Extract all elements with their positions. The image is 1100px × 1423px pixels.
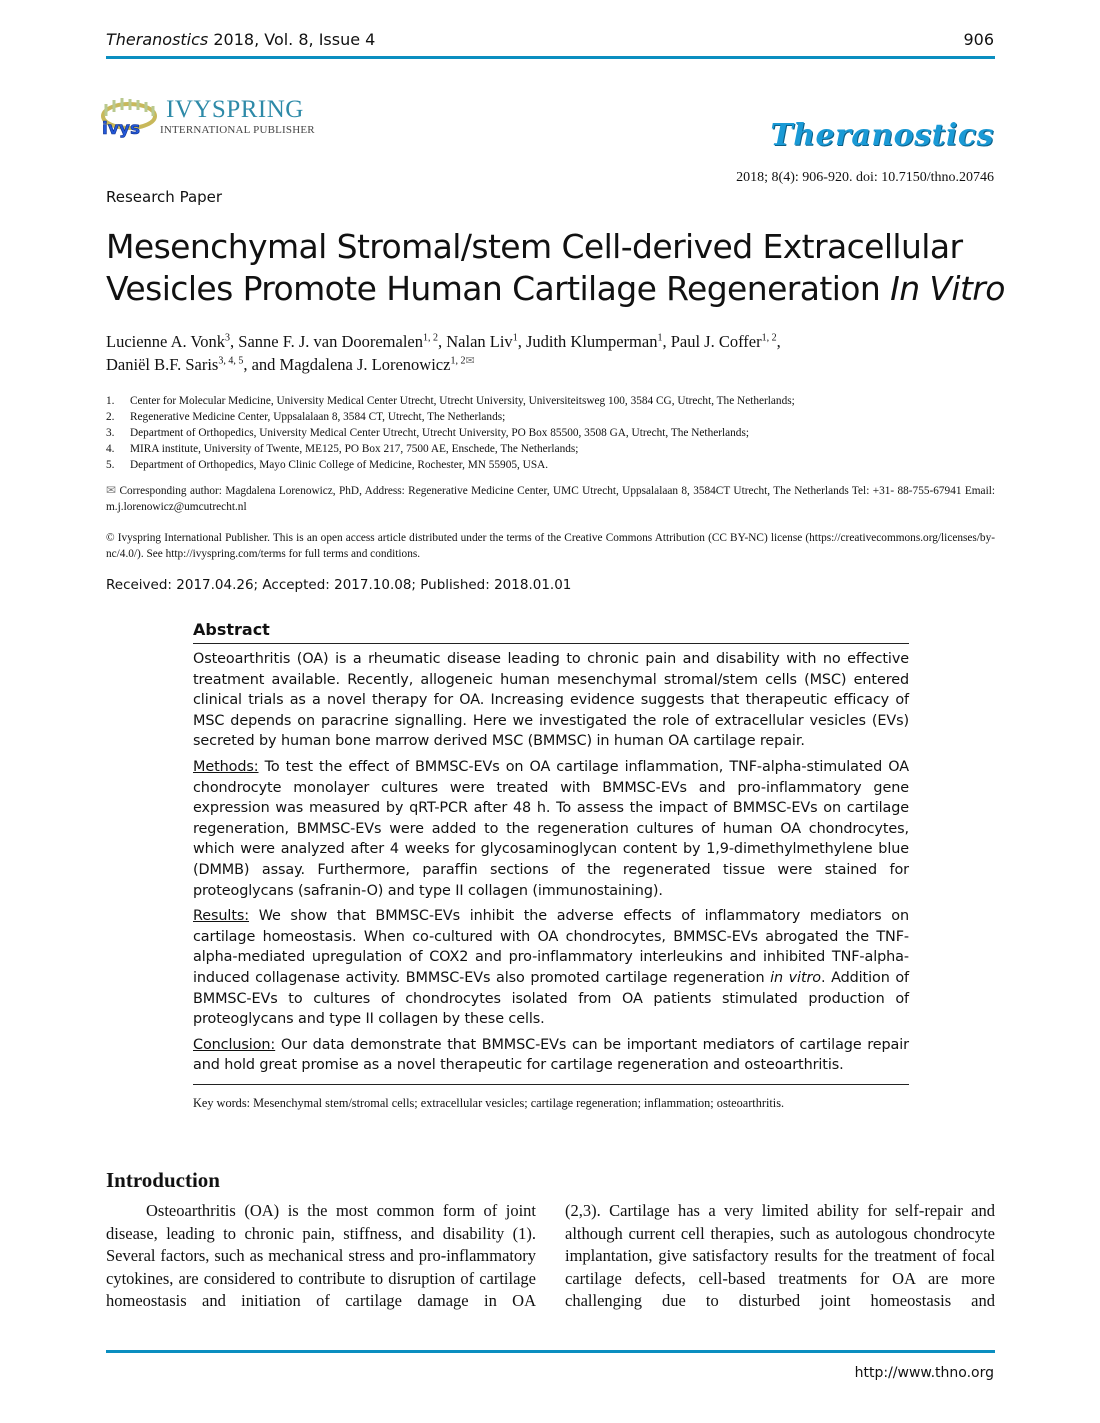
affiliation-number: 5. bbox=[106, 459, 115, 471]
affiliation-list bbox=[106, 393, 996, 473]
license-statement: © Ivyspring International Publisher. This is an open access article distributed under the terms of the Creative Commons Attribution (CC BY-NC) license (https://creativecommons.org/licenses/by-nc/4.0/). See http://ivyspring.com/terms for full terms and conditions. bbox=[106, 532, 995, 560]
abstract-heading: Abstract bbox=[193, 620, 909, 644]
author-name: Nalan Liv bbox=[446, 332, 513, 351]
affiliation-item bbox=[106, 393, 996, 409]
author-affiliation-marker: 1, 2 bbox=[423, 332, 438, 344]
author-affiliation-marker: 1, 2 bbox=[450, 355, 466, 367]
author-name: Magdalena J. Lorenowicz bbox=[279, 355, 451, 374]
title-italic: In Vitro bbox=[890, 269, 1005, 308]
journal-url-link[interactable]: http://www.thno.org bbox=[854, 1365, 994, 1381]
affiliation-item bbox=[106, 425, 996, 441]
publication-dates: Received: 2017.04.26; Accepted: 2017.10.08; Published: 2018.01.01 bbox=[106, 577, 572, 593]
author-affiliation-marker: 3, 4, 5 bbox=[218, 355, 244, 367]
title-main: Mesenchymal Stromal/stem Cell-derived Extracellular Vesicles Promote Human Cartilage Regeneration bbox=[106, 227, 963, 308]
author-separator: , bbox=[776, 332, 781, 351]
conclusion-label: Conclusion: bbox=[193, 1036, 276, 1053]
author-affiliation-marker: 1 bbox=[657, 332, 663, 344]
svg-text:ivys: ivys bbox=[102, 119, 141, 138]
author-name: Lucienne A. Vonk bbox=[106, 332, 226, 351]
running-head-journal: Theranostics bbox=[106, 30, 209, 49]
affiliation-text: Center for Molecular Medicine, University Medical Center Utrecht, Utrecht University, Universiteitsweg 100, 3584 CG, Utrecht, The Netherlands; bbox=[130, 395, 795, 407]
affiliation-item bbox=[106, 457, 996, 473]
footer-rule bbox=[106, 1350, 995, 1353]
author-list: Lucienne A. Vonk$^3$, Sanne F. J. van Dooremalen$^{1, 2}$, Nalan Liv$^1$, Judith Klumperman$^1$, Paul J. Coffer$^{1, 2}$, Daniël B.F. Saris$^{3, 4, 5}$, and Magdalena J. Lorenowicz$^{1, 2}$✉ bbox=[106, 332, 781, 374]
author-separator: , bbox=[517, 332, 526, 351]
header-rule bbox=[106, 56, 995, 59]
author-separator: , bbox=[662, 332, 671, 351]
article-type: Research Paper bbox=[106, 188, 223, 206]
article-title bbox=[106, 226, 1006, 310]
author-affiliation-marker: 1 bbox=[512, 332, 518, 344]
introduction-heading: Introduction bbox=[106, 1168, 220, 1192]
introduction-left-column bbox=[106, 1200, 536, 1313]
affiliation-number: 3. bbox=[106, 427, 115, 439]
results-text-b: . Addition of BMMSC-EVs to cultures of chondrocytes isolated from OA patients stimulated production of proteoglycans and type II collagen by these cells. bbox=[193, 969, 910, 1028]
author-name: Paul J. Coffer bbox=[670, 332, 762, 351]
conclusion-text: Our data demonstrate that BMMSC-EVs can be important mediators of cartilage repair and hold great promise as a novel therapeutic for cartilage regeneration and osteoarthritis. bbox=[193, 1036, 909, 1074]
running-head-info: 2018, Vol. 8, Issue 4 bbox=[208, 30, 376, 49]
author-name: Judith Klumperman bbox=[525, 332, 658, 351]
affiliation-item bbox=[106, 441, 996, 457]
results-label: Results: bbox=[193, 908, 250, 925]
running-head bbox=[106, 30, 994, 54]
author-affiliation-marker: 1, 2 bbox=[761, 332, 777, 344]
ivyspring-emblem-icon bbox=[100, 96, 158, 138]
results-text-a: We show that BMMSC-EVs inhibit the adverse effects of inflammatory mediators on cartilage homeostasis. When co-cultured with OA chondrocytes, BMMSC-EVs abrogated the TNF-alpha-mediated upregulation of COX2 and pro-inflammatory interleukins and inhibited TNF-alpha-induced collagenase activity. BMMSC-EVs also promoted cartilage regeneration bbox=[193, 908, 909, 986]
affiliation-text: Regenerative Medicine Center, Uppsalalaan 8, 3584 CT, Utrecht, The Netherlands; bbox=[130, 411, 506, 423]
keywords: Key words: Mesenchymal stem/stromal cells; extracellular vesicles; cartilage regeneration; inflammation; osteoarthritis. bbox=[193, 1095, 785, 1110]
affiliation-text: Department of Orthopedics, University Medical Center Utrecht, Utrecht University, PO Box 85500, 3508 GA, Utrecht, The Netherlands; bbox=[130, 427, 749, 439]
affiliation-number: 1. bbox=[106, 395, 115, 407]
methods-text: To test the effect of BMMSC-EVs on OA cartilage inflammation, TNF-alpha-stimulated OA chondrocyte monolayer cultures were treated with BMMSC-EVs and pro-inflammatory gene expression was measured by qRT-PCR after 48 h. To assess the impact of BMMSC-EVs on cartilage regeneration, BMMSC-EVs were added to the regeneration cultures of human OA chondrocytes, which were analyzed after 4 weeks for glycosaminoglycan content by 1,9-dimethylmethylene blue (DMMB) assay. Furthermore, paraffin sections of the regenerated tissue were stained for proteoglycans (safranin-O) and type II collagen (immunostaining). bbox=[193, 758, 909, 899]
methods-label: Methods: bbox=[193, 758, 259, 775]
correspondence-text: Corresponding author: Magdalena Lorenowicz, PhD, Address: Regenerative Medicine Center, UMC Utrecht, Uppsalalaan 8, 3584CT Utrecht, The Netherlands Tel: +31- 88-755-67941 Email: m.j.lorenowicz@umcutrecht.nl bbox=[106, 485, 995, 513]
affiliation-text: MIRA institute, University of Twente, ME125, PO Box 217, 7500 AE, Enschede, The Netherlands; bbox=[130, 443, 579, 455]
author-separator: , bbox=[230, 332, 239, 351]
journal-logo: Theranostics bbox=[770, 118, 994, 153]
abstract-conclusion bbox=[193, 1035, 909, 1076]
citation: 2018; 8(4): 906-920. doi: 10.7150/thno.20746 bbox=[736, 170, 994, 185]
abstract-results bbox=[193, 906, 909, 1030]
author-name: Daniël B.F. Saris bbox=[106, 355, 219, 374]
correspondence: ✉ Corresponding author: Magdalena Lorenowicz, PhD, Address: Regenerative Medicine Center, UMC Utrecht, Uppsalalaan 8, 3584CT Utrecht, The Netherlands Tel: +31- 88-755-67941 Email: m.j.lorenowicz@umcutrecht.nl bbox=[106, 483, 995, 513]
abstract-divider bbox=[193, 1084, 909, 1085]
publisher-name: IVYSPRING bbox=[166, 96, 304, 123]
affiliation-text: Department of Orthopedics, Mayo Clinic College of Medicine, Rochester, MN 55905, USA. bbox=[130, 459, 549, 471]
page-number: 906 bbox=[963, 30, 994, 49]
abstract-intro: Osteoarthritis (OA) is a rheumatic disease leading to chronic pain and disability with no effective treatment available. Recently, allogeneic human mesenchymal stromal/stem cells (MSC) entered clinical trials as a novel therapy for OA. Increasing evidence suggests that therapeutic efficacy of MSC depends on paracrine signalling. Here we investigated the role of extracellular vesicles (EVs) secreted by human bone marrow derived MSC (BMMSC) in human OA cartilage repair. bbox=[193, 651, 909, 750]
author-name: Sanne F. J. van Dooremalen bbox=[238, 332, 423, 351]
affiliation-number: 2. bbox=[106, 411, 115, 423]
affiliation-number: 4. bbox=[106, 443, 115, 455]
results-italic: in vitro bbox=[770, 969, 822, 986]
publisher-logo bbox=[100, 96, 320, 146]
introduction-paragraph: Osteoarthritis (OA) is the most common form of joint disease, leading to chronic pain, stiffness, and disability (1). Several factors, such as mechanical stress and pro-inflammatory cytokines, are considered to contribute to disruption of cartilage homeostasis and initiation of cartilage damage in OA bbox=[106, 1201, 536, 1310]
abstract-methods bbox=[193, 757, 909, 901]
author-affiliation-marker: 3 bbox=[225, 332, 231, 344]
introduction-right-column: (2,3). Cartilage has a very limited ability for self-repair and although current cell therapies, such as autologous chondrocyte implantation, give satisfactory results for the treatment of focal cartilage defects, cell-based treatments for OA are more challenging due to disturbed joint homeostasis and bbox=[565, 1201, 995, 1310]
author-separator: , and bbox=[243, 355, 280, 374]
author-separator: , bbox=[438, 332, 447, 351]
abstract-section bbox=[193, 620, 909, 1111]
affiliation-item bbox=[106, 409, 996, 425]
publisher-subtitle: INTERNATIONAL PUBLISHER bbox=[160, 124, 315, 136]
